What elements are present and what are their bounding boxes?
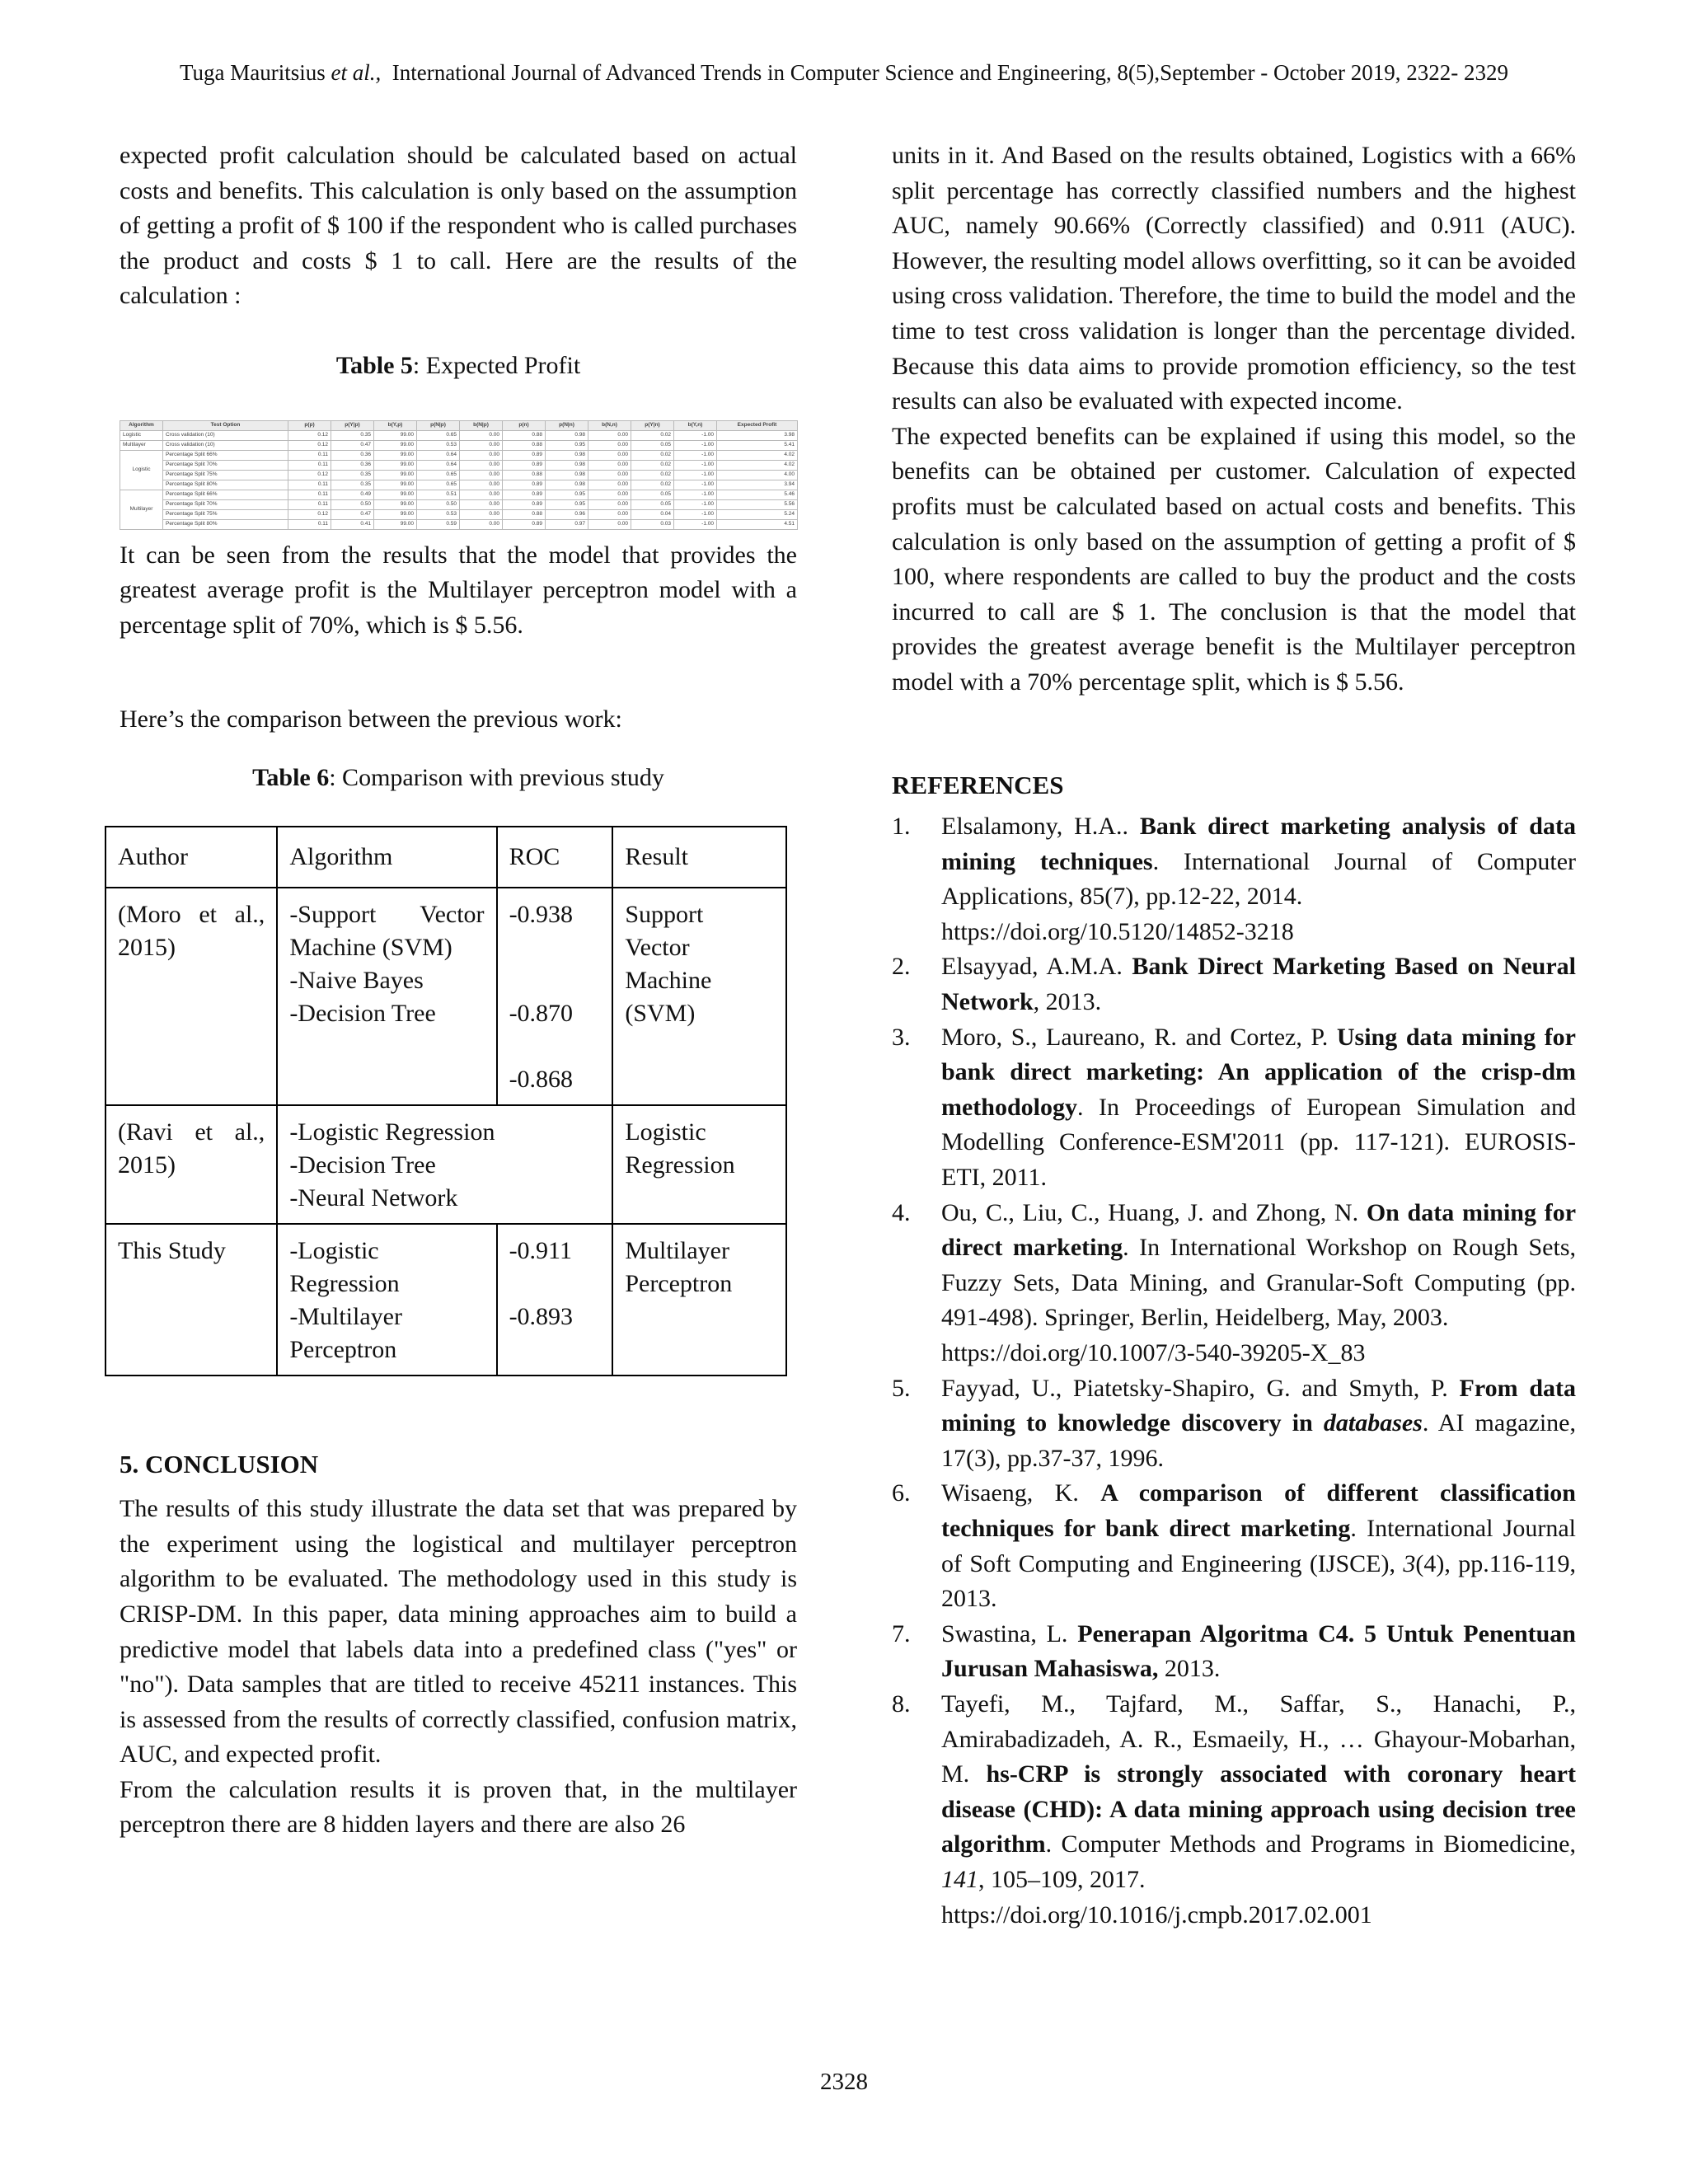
table5-cell: 0.95 — [546, 440, 588, 450]
this-study-roc-cell: -0.911 -0.893 — [497, 1224, 613, 1376]
comparison-table — [105, 826, 787, 1376]
reference-title: hs-CRP is strongly associated with coronary heart disease (CHD): A data mining approach using decision tree algorithm — [941, 1760, 1576, 1858]
reference-source: 2013. — [1158, 1655, 1221, 1683]
reference-source: . AI magazine, 17(3), pp.37-37, 1996. — [941, 1409, 1576, 1472]
table5-cell: 3.94 — [717, 480, 798, 490]
table5-row — [120, 470, 798, 480]
table5-cell: 0.88 — [503, 470, 546, 480]
table5-cell: 0.12 — [288, 430, 331, 440]
table5-cell: 0.00 — [588, 430, 631, 440]
reference-authors: Moro, S., Laureano, R. and Cortez, P. — [941, 1023, 1337, 1051]
table5-cell: 0.51 — [417, 490, 460, 499]
table5-cell: -1.00 — [674, 470, 717, 480]
left-column — [120, 138, 797, 1843]
table5-cell: 0.88 — [503, 509, 546, 519]
moro-algorithm-cell: -Support Vector Machine (SVM) -Naive Bayes -Decision Tree — [277, 888, 496, 1105]
table5-header-cell: p(n) — [503, 420, 546, 430]
reference-title-italic: databases — [1323, 1409, 1423, 1437]
table5-cell: Percentage Split 80% — [163, 519, 288, 529]
table5-cell: 0.53 — [417, 440, 460, 450]
table5-cell: Logistic — [120, 430, 163, 440]
table5-cell: Percentage Split 66% — [163, 490, 288, 499]
reference-doi-link[interactable]: https://doi.org/10.1007/3-540-39205-X_83 — [941, 1339, 1366, 1366]
table5-cell: 4.51 — [717, 519, 798, 529]
reference-number: 3. — [892, 1023, 911, 1051]
expected-profit-table — [120, 420, 798, 530]
table5-cell: 0.00 — [588, 499, 631, 509]
table5-cell: Percentage Split 75% — [163, 470, 288, 480]
table5-header-cell: p(N|p) — [417, 420, 460, 430]
table5-cell: 0.11 — [288, 480, 331, 490]
table5-cell: 0.00 — [588, 440, 631, 450]
table5-cell: 0.89 — [503, 490, 546, 499]
table5-cell: 0.50 — [417, 499, 460, 509]
table5-cell: 0.02 — [631, 470, 674, 480]
table5-cell: 4.02 — [717, 450, 798, 460]
table5-cell: 0.05 — [631, 440, 674, 450]
table5-cell: 0.98 — [546, 460, 588, 470]
table5-cell: Multilayer — [120, 440, 163, 450]
table5-cell: 0.02 — [631, 450, 674, 460]
this-study-author-cell: This Study — [106, 1224, 277, 1376]
moro-author-cell: (Moro et al., 2015) — [106, 888, 277, 1105]
conclusion-paragraph-1: The results of this study illustrate the data set that was prepared by the experiment using the logistical and multilayer perceptron algorithm to be evaluated. The methodology used in this study is CRISP-DM. In this paper, data mining approaches aim to build a predictive model that labels data into a predefined class ("yes" or "no"). Data samples that are titled to receive 45211 instances. This is assessed from the results of correctly classified, confusion matrix, AUC, and expected profit. — [120, 1495, 797, 1769]
reference-authors: Swastina, L. — [941, 1619, 1078, 1647]
comparison-header-row — [106, 827, 786, 888]
reference-authors: Fayyad, U., Piatetsky-Shapiro, G. and Smyth, P. — [941, 1374, 1460, 1402]
table5-cell: 0.00 — [588, 470, 631, 480]
table5-cell: 0.65 — [417, 430, 460, 440]
table5-cell: -1.00 — [674, 519, 717, 529]
table5-row — [120, 490, 798, 499]
table5-cell: 0.03 — [631, 519, 674, 529]
table5-cell: 0.36 — [331, 450, 374, 460]
table5-discussion: It can be seen from the results that the model that provides the greatest average profit is the Multilayer perceptron model with a percentage split of 70%, which is $ 5.56. — [120, 541, 797, 639]
table5-cell: 0.98 — [546, 480, 588, 490]
reference-title: Penerapan Algoritma C4. 5 Untuk Penentuan Jurusan Mahasiswa, — [941, 1619, 1576, 1683]
reference-title: Using data mining for bank direct marketing: An application of the crisp-dm methodology — [941, 1023, 1577, 1121]
table5-cell: 0.95 — [546, 490, 588, 499]
table5-cell: 99.00 — [374, 460, 417, 470]
table5-cell: 0.00 — [460, 430, 503, 440]
table5-cell: 0.11 — [288, 519, 331, 529]
table5-cell: 3.98 — [717, 430, 798, 440]
reference-number: 7. — [892, 1619, 911, 1647]
table5-cell: -1.00 — [674, 509, 717, 519]
table5-cell: 99.00 — [374, 509, 417, 519]
reference-item — [892, 809, 1576, 949]
table5-row — [120, 460, 798, 470]
table5-cell: 0.05 — [631, 490, 674, 499]
table5-cell: 0.50 — [331, 499, 374, 509]
reference-authors: Tayefi, M., Tajfard, M., Saffar, S., Hanachi, P., Amirabadizadeh, A. R., Esmaeily, H., … Ghayour-Mobarhan, M. — [941, 1690, 1576, 1788]
references-list — [892, 809, 1576, 1933]
comparison-row-ravi — [106, 1105, 786, 1224]
table5-row — [120, 440, 798, 450]
table5-cell: 0.04 — [631, 509, 674, 519]
reference-authors: Wisaeng, K. — [941, 1479, 1101, 1507]
table5-cell: 0.88 — [503, 440, 546, 450]
table5-cell: 0.00 — [588, 509, 631, 519]
table5-header-cell: Expected Profit — [717, 420, 798, 430]
reference-source: . In Proceedings of European Simulation and Modelling Conference-ESM'2011 (pp. 117-121). EUROSIS-ETI, 2011. — [941, 1093, 1576, 1192]
reference-doi-link[interactable]: https://doi.org/10.5120/14852-3218 — [941, 917, 1294, 945]
table5-cell: 0.00 — [460, 509, 503, 519]
table5-cell: Cross validation (10) — [163, 430, 288, 440]
table5-cell: 0.02 — [631, 480, 674, 490]
table5-cell: Percentage Split 80% — [163, 480, 288, 490]
table6-label: Table 6 — [252, 763, 330, 791]
table6-caption — [120, 761, 797, 796]
table5-cell: 5.56 — [717, 499, 798, 509]
table5-cell: 0.00 — [588, 450, 631, 460]
table5-cell: 0.02 — [631, 460, 674, 470]
table5-cell: 0.35 — [331, 470, 374, 480]
this-study-result-cell: Multilayer Perceptron — [612, 1224, 786, 1376]
reference-title: From data mining to knowledge discovery in — [941, 1374, 1576, 1437]
table5-cell: 0.00 — [588, 519, 631, 529]
reference-item — [892, 1687, 1576, 1933]
reference-pages: , 105–109, 2017. — [978, 1865, 1146, 1893]
table5-cell: 0.35 — [331, 480, 374, 490]
table5-cell: 0.00 — [460, 519, 503, 529]
table5-cell: 0.00 — [588, 460, 631, 470]
table5-cell: 0.11 — [288, 499, 331, 509]
table5-cell: 5.24 — [717, 509, 798, 519]
table5-cell: 99.00 — [374, 430, 417, 440]
reference-title: Bank direct marketing analysis of data mining techniques — [941, 813, 1576, 875]
table5-cell: 0.12 — [288, 509, 331, 519]
reference-item — [892, 949, 1576, 1019]
table5-header-cell: b(Y,p) — [374, 420, 417, 430]
reference-volume: 3 — [1403, 1549, 1416, 1577]
ravi-result-cell: Logistic Regression — [612, 1105, 786, 1224]
reference-number: 4. — [892, 1198, 911, 1226]
right-paragraph-1: units in it. And Based on the results obtained, Logistics with a 66% split percentage has correctly classified numbers and the highest AUC, namely 90.66% (Correctly classified) and 0.911 (AUC). However, the resulting model allows overfitting, so it can be avoided using cross validation. Therefore, the time to build the model and the time to test cross validation is longer than the percentage divided. Because this data aims to provide promotion efficiency, so the test results can also be evaluated with expected income. — [892, 142, 1576, 415]
moro-roc-cell: -0.938 -0.870 -0.868 — [497, 888, 613, 1105]
reference-title: A comparison of different classification techniques for bank direct marketing — [941, 1479, 1576, 1542]
comparison-intro: Here’s the comparison between the previous work: — [120, 705, 622, 733]
table5-cell: 99.00 — [374, 470, 417, 480]
reference-pages: (4), pp.116-119, 2013. — [941, 1549, 1576, 1613]
table6-title: : Comparison with previous study — [329, 763, 664, 791]
table5-cell: Percentage Split 70% — [163, 499, 288, 509]
table5-header-cell: b(N,n) — [588, 420, 631, 430]
table5-header-cell: b(Y,n) — [674, 420, 717, 430]
table5-title: : Expected Profit — [412, 351, 581, 379]
table5-cell: 0.00 — [460, 470, 503, 480]
table5-cell: 0.11 — [288, 490, 331, 499]
reference-number: 5. — [892, 1374, 911, 1402]
header-roc-cell: ROC — [497, 827, 613, 888]
reference-authors: Ou, C., Liu, C., Huang, J. and Zhong, N. — [941, 1198, 1367, 1226]
table5-cell: -1.00 — [674, 440, 717, 450]
table5-row — [120, 509, 798, 519]
table5-cell: 99.00 — [374, 440, 417, 450]
reference-title: Bank Direct Marketing Based on Neural Network — [941, 953, 1576, 1016]
table5-cell: 0.97 — [546, 519, 588, 529]
table5-cell: 0.36 — [331, 460, 374, 470]
reference-volume: 141 — [941, 1865, 978, 1893]
comparison-row-this-study — [106, 1224, 786, 1376]
table5-cell: 4.02 — [717, 460, 798, 470]
table5-cell: -1.00 — [674, 450, 717, 460]
reference-item — [892, 1020, 1576, 1196]
table5-cell: 99.00 — [374, 480, 417, 490]
table5-cell: 0.96 — [546, 509, 588, 519]
conclusion-heading: 5. CONCLUSION — [120, 1449, 319, 1479]
table5-cell: 0.98 — [546, 470, 588, 480]
table5-cell: 0.95 — [546, 499, 588, 509]
table5-cell: 0.05 — [631, 499, 674, 509]
table5-cell: 0.41 — [331, 519, 374, 529]
intro-paragraph: expected profit calculation should be calculated based on actual costs and benefits. This calculation is only based on the assumption of getting a profit of $ 100 if the respondent who is called purchases the product and costs $ 1 to call. Here are the results of the calculation : — [120, 142, 797, 310]
table5-cell: Percentage Split 66% — [163, 450, 288, 460]
reference-title: On data mining for direct marketing — [941, 1198, 1577, 1262]
table5-cell: 0.53 — [417, 509, 460, 519]
table5-cell: 99.00 — [374, 519, 417, 529]
table5-cell: Percentage Split 70% — [163, 460, 288, 470]
moro-result-cell: Support Vector Machine (SVM) — [612, 888, 786, 1105]
reference-number: 6. — [892, 1479, 911, 1507]
table5-label: Table 5 — [335, 351, 413, 379]
table5-row — [120, 450, 798, 460]
table5-cell: 0.49 — [331, 490, 374, 499]
table5-cell: 0.89 — [503, 519, 546, 529]
table5-header-cell: b(N|p) — [460, 420, 503, 430]
table5-cell: 0.89 — [503, 499, 546, 509]
reference-source: . International Journal of Computer Applications, 85(7), pp.12-22, 2014. — [941, 847, 1576, 911]
table5-header-cell: p(N|n) — [546, 420, 588, 430]
table5-cell: 0.00 — [460, 499, 503, 509]
table5-cell: 0.00 — [588, 490, 631, 499]
table5-cell: 0.64 — [417, 460, 460, 470]
table5-cell: 0.88 — [503, 430, 546, 440]
table5-cell: -1.00 — [674, 490, 717, 499]
table5-cell: 0.11 — [288, 460, 331, 470]
header-algorithm-cell: Algorithm — [277, 827, 496, 888]
table5-cell: -1.00 — [674, 430, 717, 440]
reference-number: 2. — [892, 953, 911, 981]
table5-cell: Cross validation (10) — [163, 440, 288, 450]
table5-cell: 0.12 — [288, 470, 331, 480]
table5-row — [120, 430, 798, 440]
table5-header-cell: Test Option — [163, 420, 288, 430]
header-author: Tuga Mauritsius — [180, 60, 326, 85]
table5-cell: Logistic — [120, 450, 163, 490]
table5-cell: 0.89 — [503, 480, 546, 490]
table5-cell: 0.47 — [331, 509, 374, 519]
table5-cell: 0.11 — [288, 450, 331, 460]
table5-cell: 0.65 — [417, 470, 460, 480]
table5-cell: Multilayer — [120, 490, 163, 529]
table5-cell: Percentage Split 75% — [163, 509, 288, 519]
table5-cell: 0.98 — [546, 450, 588, 460]
table5-header-cell: p(Y|n) — [631, 420, 674, 430]
reference-number: 8. — [892, 1690, 911, 1718]
ravi-algorithm-cell: -Logistic Regression -Decision Tree -Neural Network — [277, 1105, 612, 1224]
table5-cell: 0.64 — [417, 450, 460, 460]
page-number: 2328 — [820, 2069, 868, 2095]
table5-row — [120, 499, 798, 509]
table5-cell: 4.00 — [717, 470, 798, 480]
reference-number: 1. — [892, 813, 911, 841]
table5-cell: 0.00 — [460, 440, 503, 450]
table5-cell: 0.12 — [288, 440, 331, 450]
reference-authors: Elsalamony, H.A.. — [941, 813, 1140, 841]
reference-item — [892, 1196, 1576, 1371]
table5-cell: -1.00 — [674, 499, 717, 509]
ravi-author-cell: (Ravi et al., 2015) — [106, 1105, 277, 1224]
table5-cell: -1.00 — [674, 460, 717, 470]
conclusion-paragraph-2: From the calculation results it is proven that, in the multilayer perceptron there are 8 hidden layers and there are also 26 — [120, 1775, 797, 1839]
table5-cell: 0.59 — [417, 519, 460, 529]
references-heading: REFERENCES — [892, 770, 1064, 799]
header-journal: International Journal of Advanced Trends in Computer Science and Engineering, 8(5),September - October 2019, 2322- 2329 — [392, 60, 1508, 85]
reference-item — [892, 1617, 1576, 1687]
table5-cell: 0.00 — [460, 460, 503, 470]
table5-cell: 0.47 — [331, 440, 374, 450]
reference-source: , 2013. — [1033, 988, 1102, 1016]
header-result-cell: Result — [612, 827, 786, 888]
running-header — [0, 58, 1688, 87]
table5-cell: 99.00 — [374, 450, 417, 460]
reference-item — [892, 1371, 1576, 1477]
reference-item — [892, 1476, 1576, 1616]
reference-source: . Computer Methods and Programs in Biomedicine, — [1045, 1830, 1576, 1858]
table5-header-cell: p(Y|p) — [331, 420, 374, 430]
right-paragraph-2: The expected benefits can be explained if using this model, so the benefits can be obtained per customer. Calculation of expected profits must be calculated based on actual costs and benefits. This calculation is only based on the assumption of getting a profit of $ 100, where respondents are called to buy the product and the costs incurred to call are $ 1. The conclusion is that the model that provides the greatest average benefit is the Multilayer perceptron model with a 70% percentage split, which is $ 5.56. — [892, 422, 1576, 696]
comparison-row-moro — [106, 888, 786, 1105]
table5-cell: 0.35 — [331, 430, 374, 440]
table5-cell: 5.41 — [717, 440, 798, 450]
reference-source: . International Journal of Soft Computing and Engineering (IJSCE), — [941, 1514, 1576, 1577]
table5-cell: 0.89 — [503, 460, 546, 470]
table5-cell: 0.65 — [417, 480, 460, 490]
table5-header-cell: Algorithm — [120, 420, 163, 430]
header-etal: et al., — [331, 60, 382, 85]
table5-row — [120, 480, 798, 490]
table5-row — [120, 519, 798, 529]
right-column — [892, 138, 1576, 1933]
table5-cell: 0.98 — [546, 430, 588, 440]
table5-cell: 0.00 — [460, 480, 503, 490]
table5-cell: 0.02 — [631, 430, 674, 440]
table5-cell: 99.00 — [374, 499, 417, 509]
table5-cell: 0.00 — [460, 450, 503, 460]
header-author-cell: Author — [106, 827, 277, 888]
table5-cell: -1.00 — [674, 480, 717, 490]
table5-cell: 99.00 — [374, 490, 417, 499]
reference-doi-link[interactable]: https://doi.org/10.1016/j.cmpb.2017.02.001 — [941, 1900, 1372, 1929]
reference-source: . In International Workshop on Rough Sets, Fuzzy Sets, Data Mining, and Granular-Soft Computing (pp. 491-498). Springer, Berlin, Heidelberg, May, 2003. — [941, 1234, 1576, 1332]
table5-cell: 0.00 — [588, 480, 631, 490]
this-study-algorithm-cell: -Logistic Regression -Multilayer Perceptron — [277, 1224, 496, 1376]
table5-cell: 0.89 — [503, 450, 546, 460]
table5-cell: 0.00 — [460, 490, 503, 499]
reference-authors: Elsayyad, A.M.A. — [941, 953, 1132, 981]
table5-header-cell: p(p) — [288, 420, 331, 430]
table5-caption — [120, 349, 797, 384]
table5-cell: 5.46 — [717, 490, 798, 499]
